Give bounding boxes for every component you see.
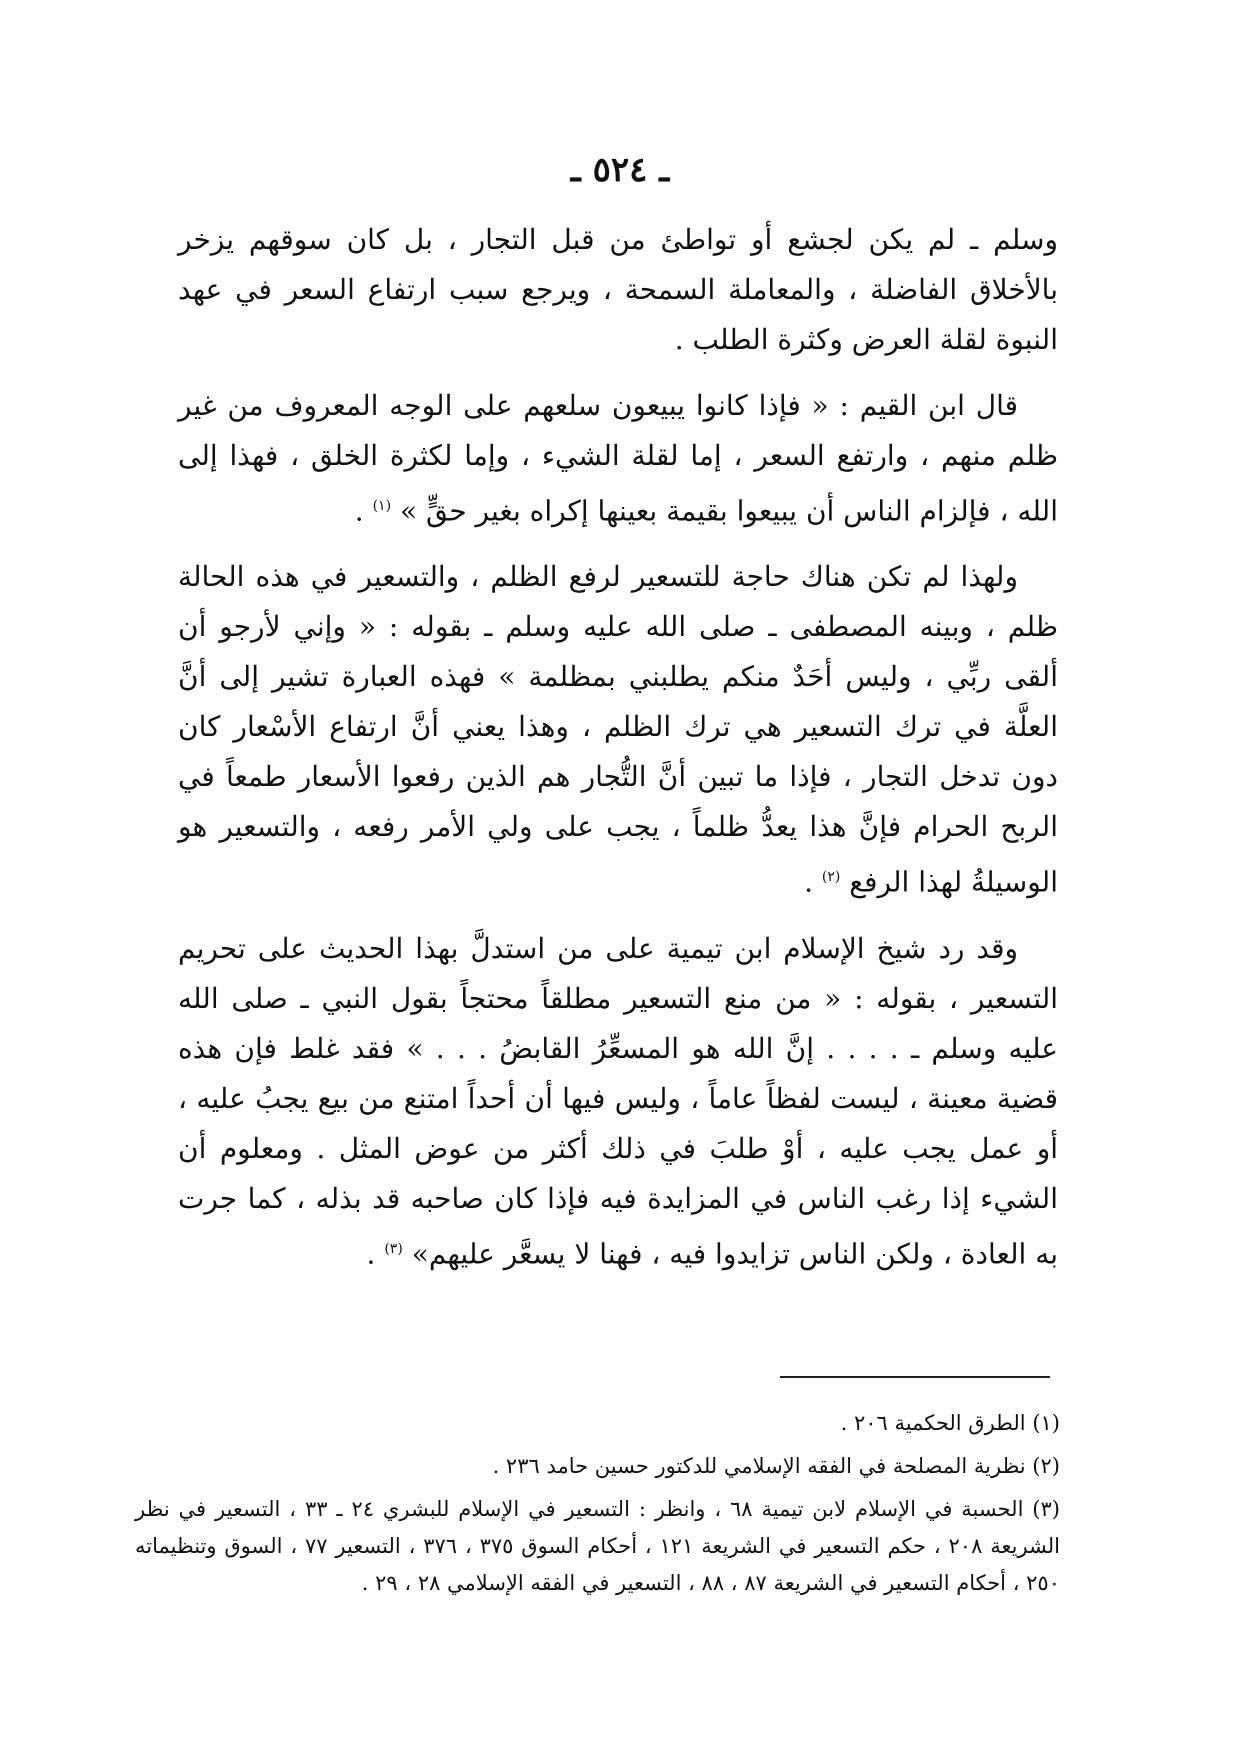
footnote-ref: (٣) <box>384 1240 403 1257</box>
paragraph-text: قال ابن القيم : « فإذا كانوا يبيعون سلعهم على الوجه المعروف من غير ظلم منهم ، وارتفع السعر ، إما لقلة الشيء ، وإما لكثرة الخلق ، فهذا إلى الله ، فإلزام الناس أن يبيعوا بقيمة بعينها إكراه بغير حقٍّ » <box>178 389 1058 528</box>
footnotes <box>135 1405 1060 1608</box>
paragraph-text: ولهذا لم تكن هناك حاجة للتسعير لرفع الظلم ، والتسعير في هذه الحالة ظلم ، وبينه المصطفى ـ صلى الله عليه وسلم ـ بقوله : « وإني لأرجو أن ألقى ربِّي ، وليس أحَدٌ منكم يطلبني بمظلمة » فهذه العبارة تشير إلى أنَّ العلَّة في ترك التسعير هي ترك الظلم ، وهذا يعني أنَّ ارتفاع الأسْعار كان دون تدخل التجار ، فإذا ما تبين أنَّ التُّجار هم الذين رفعوا الأسعار طمعاً في الربح الحرام فإنَّ هذا يعدُّ ظلماً ، يجب على ولي الأمر رفعه ، والتسعير هو الوسيلةُ لهذا الرفع <box>178 560 1058 899</box>
paragraph-1 <box>178 215 1058 365</box>
paragraph-2 <box>178 381 1058 536</box>
paragraph-end: . <box>354 494 373 528</box>
paragraph-3 <box>178 552 1058 907</box>
paragraph-4 <box>178 924 1058 1279</box>
page-number: ـ ٥٢٤ ـ <box>570 150 670 190</box>
paragraph-text: وسلم ـ لم يكن لجشع أو تواطئ من قبل التجار ، بل كان سوقهم يزخر بالأخلاق الفاضلة ، والمعاملة السمحة ، ويرجع سبب ارتفاع السعر في عهد النبوة لقلة العرض وكثرة الطلب . <box>178 223 1058 356</box>
paragraph-end: . <box>366 1236 385 1270</box>
footnote-2: (٢) نظرية المصلحة في الفقه الإسلامي للدكتور حسين حامد ٢٣٦ . <box>492 1454 1060 1478</box>
footnote-ref: (١) <box>372 498 392 514</box>
paragraph-text: وقد رد شيخ الإسلام ابن تيمية على من استدلَّ بهذا الحديث على تحريم التسعير ، بقوله : « من منع التسعير مطلقاً محتجاً بقول النبي ـ صلى الله عليه وسلم ـ . . . . إنَّ الله هو المسعِّرُ القابضُ . . . » فقد غلط فإن هذه قضية معينة ، ليست لفظاً عاماً ، وليس فيها أن أحداً امتنع من بيع يجبُ عليه ، أو عمل يجب عليه ، أوْ طلبَ في ذلك أكثر من عوض المثل . ومعلوم أن الشيء إذا رغب الناس في المزايدة فيه فإذا كان صاحبه قد بذله ، كما جرت به العادة ، ولكن الناس تزايدوا فيه ، فهنا لا يسعَّر عليهم» <box>178 931 1058 1270</box>
footnote-1: (١) الطرق الحكمية ٢٠٦ . <box>840 1411 1060 1435</box>
footnote-divider <box>780 1376 1050 1378</box>
footnote-ref: (٢) <box>821 869 841 886</box>
main-text <box>178 215 1058 1295</box>
footnote-3: (٣) الحسبة في الإسلام لابن تيمية ٦٨ ، وانظر : التسعير في الإسلام للبشري ٢٤ ـ ٣٣ ، التسعير في نظر الشريعة ٢٠٨ ، حكم التسعير في الشريعة ١٢١ ، أحكام السوق ٣٧٥ ، ٣٧٦ ، التسعير ٧٧ ، السوق وتنظيماته ٢٥٠ ، أحكام التسعير في الشريعة ٨٧ ، ٨٨ ، التسعير في الفقه الإسلامي ٢٨ ، ٢٩ . <box>135 1497 1060 1595</box>
paragraph-end: . <box>804 865 822 899</box>
